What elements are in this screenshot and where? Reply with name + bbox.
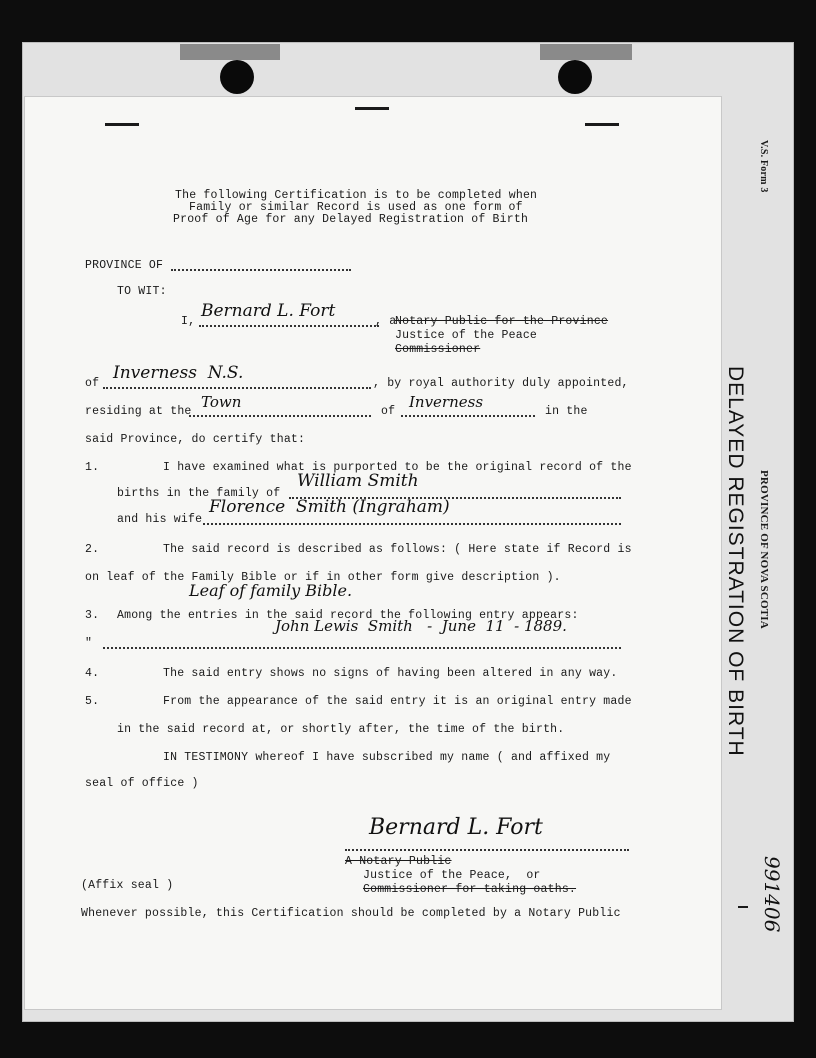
signature-notary: A Notary Public	[345, 855, 452, 868]
item-3-line-1: Among the entries in the said record the following entry appears:	[117, 609, 579, 622]
form-title-vertical: DELAYED REGISTRATION OF BIRTH	[724, 366, 747, 757]
certify-line: said Province, do certify that:	[85, 433, 306, 446]
royal-authority-text: , by royal authority duly appointed,	[373, 377, 629, 390]
item-2-line-1: The said record is described as follows: ( Here state if Record is	[163, 543, 632, 556]
header-line-3: Proof of Age for any Delayed Registration of Birth	[173, 213, 529, 226]
role-commissioner: Commissioner	[395, 343, 481, 356]
residing-of-handwriting: Inverness	[409, 393, 484, 411]
signature-handwriting: Bernard L. Fort	[369, 815, 543, 840]
residing-field[interactable]	[189, 415, 371, 417]
signature-field[interactable]	[345, 849, 629, 851]
item-number: 2.	[85, 543, 100, 556]
certification-form	[24, 96, 722, 1010]
province-label: PROVINCE OF	[85, 259, 164, 272]
to-wit-label: TO WIT:	[117, 285, 167, 298]
fold-mark	[355, 107, 389, 110]
in-the-label: in the	[545, 405, 588, 418]
residing-handwriting: Town	[201, 393, 242, 411]
description-handwriting: Leaf of family Bible.	[189, 581, 353, 600]
i-label: I,	[181, 315, 196, 328]
fold-mark	[105, 123, 139, 126]
punch-hole-left	[220, 60, 254, 94]
item-1-line-1: I have examined what is purported to be the original record of the	[163, 461, 632, 474]
testimony-line-2: seal of office )	[85, 777, 199, 790]
item-number: 1.	[85, 461, 100, 474]
signature-commissioner: Commissioner for taking oaths.	[363, 883, 577, 896]
of-field[interactable]	[103, 387, 371, 389]
fold-mark	[585, 123, 619, 126]
name-handwriting: Bernard L. Fort	[201, 301, 336, 321]
signature-justice: Justice of the Peace, or	[363, 869, 541, 882]
binding-tab-right	[540, 44, 632, 60]
item-number: 4.	[85, 667, 100, 680]
province-vertical: PROVINCE OF NOVA SCOTIA	[758, 470, 770, 629]
wife-label: and his wife	[117, 513, 203, 526]
entry-handwriting: John Lewis Smith - June 11 - 1889.	[275, 617, 567, 635]
item-2-line-2: on leaf of the Family Bible or if in other form give description ).	[85, 571, 561, 584]
serial-mark	[738, 906, 748, 908]
province-field[interactable]	[171, 269, 351, 271]
punch-hole-right	[558, 60, 592, 94]
residing-of-field[interactable]	[401, 415, 535, 417]
of-handwriting: Inverness N.S.	[113, 363, 244, 383]
wife-field[interactable]	[203, 523, 621, 525]
testimony-line-1: IN TESTIMONY whereof I have subscribed my name ( and affixed my	[163, 751, 611, 764]
wife-handwriting: Florence Smith (Ingraham)	[209, 497, 450, 517]
header-line-1: The following Certification is to be completed when	[175, 189, 538, 202]
affix-seal-label: (Affix seal )	[81, 879, 174, 892]
role-notary: Notary Public for the Province	[395, 315, 609, 328]
births-label: births in the family of	[117, 487, 281, 500]
item-5-line-1: From the appearance of the said entry it is an original entry made	[163, 695, 632, 708]
a-label: , a	[375, 315, 397, 328]
family-handwriting: William Smith	[297, 471, 419, 491]
entry-quote: "	[85, 637, 93, 650]
header-line-2: Family or similar Record is used as one form of	[189, 201, 523, 214]
of-label: of	[85, 377, 100, 390]
residing-label: residing at the	[85, 405, 192, 418]
form-id-label: V.S. Form 3	[758, 140, 769, 193]
residing-of-label: of	[381, 405, 396, 418]
item-4-line-1: The said entry shows no signs of having been altered in any way.	[163, 667, 618, 680]
serial-number: 991406	[760, 856, 784, 933]
binding-tab-left	[180, 44, 280, 60]
entry-field[interactable]	[103, 647, 621, 649]
item-number: 5.	[85, 695, 100, 708]
item-5-line-2: in the said record at, or shortly after, the time of the birth.	[117, 723, 565, 736]
item-number: 3.	[85, 609, 100, 622]
footer-note: Whenever possible, this Certification should be completed by a Notary Public	[81, 907, 621, 920]
name-field[interactable]	[199, 325, 379, 327]
role-justice: Justice of the Peace	[395, 329, 538, 342]
